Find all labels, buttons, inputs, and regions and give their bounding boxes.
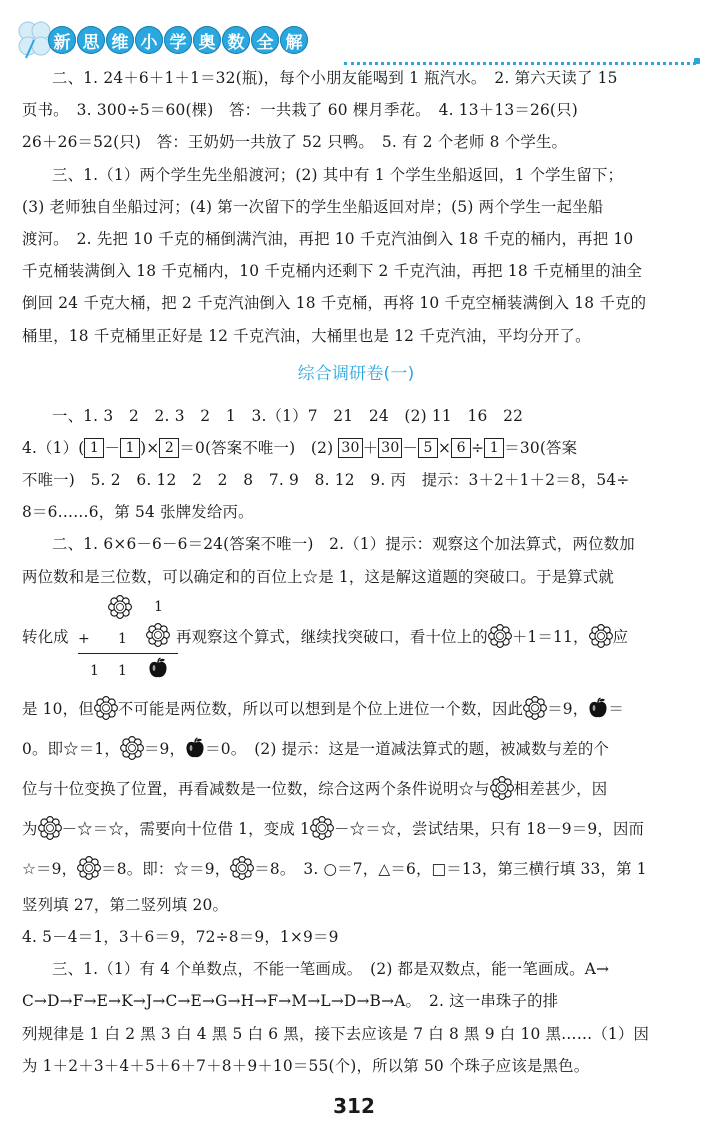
text-line-boxes	[22, 432, 690, 464]
text-line: 26＋26＝52(只) 答：王奶奶一共放了 52 只鸭。 5. 有 2 个老师 8 个学生。	[22, 133, 568, 152]
brand-char: 维	[106, 26, 134, 54]
text-line: 两位数和是三位数，可以确定和的百位上☆是 1，这是解这道题的突破口。于是算式就	[22, 567, 614, 586]
flower-icon	[38, 816, 62, 840]
book-header	[14, 18, 694, 62]
brand-char: 思	[77, 26, 105, 54]
text-fragment: )×	[140, 438, 160, 457]
flower-icon	[77, 856, 101, 880]
brand-char: 解	[280, 26, 308, 54]
brand-char: 奥	[193, 26, 221, 54]
text-fragment: ＝8。 3. ○＝7，△＝6，□＝13，第三横行填 33，第 1	[254, 859, 647, 878]
answer-box: 6	[451, 438, 471, 458]
text-fragment: ＝8。即：☆＝9，	[101, 859, 231, 878]
section-previous-answers	[22, 62, 690, 352]
text-line: 渡河。 2. 先把 10 千克的桶倒满汽油，再把 10 千克汽油倒入 18 千克的桶内，再把 10	[22, 229, 634, 248]
brand-char: 新	[48, 26, 76, 54]
plus-sign: +	[78, 630, 90, 647]
digit: 1	[154, 598, 164, 615]
text-line	[22, 849, 690, 889]
text-fragment: 为	[22, 819, 38, 838]
header-divider-end	[694, 58, 700, 64]
text-fragment: 应	[612, 627, 629, 646]
digit: 1	[118, 630, 128, 647]
answer-box: 5	[418, 438, 438, 458]
text-fragment: ＝0。 (2) 提示：这是一道减法算式的题，被减数与差的个	[205, 739, 610, 758]
text-line: 千克桶装满倒入 18 千克桶内，10 千克桶内还剩下 2 千克汽油，再把 18 千克桶里的油全	[22, 262, 643, 281]
text-fragment: 4.（1）(	[22, 438, 85, 457]
text-line: 二、1. 24＋6＋1＋1＝32(瓶)，每个小朋友能喝到 1 瓶汽水。 2. 第六天读了 15	[52, 69, 618, 87]
text-fragment: ＝30(答案	[504, 438, 578, 457]
text-fragment: ＝9，	[143, 739, 186, 758]
text-fragment: 位与十位变换了位置，再看减数是一位数，综合这两个条件说明☆与	[22, 779, 490, 798]
flower-icon	[120, 736, 144, 760]
sum-line	[78, 653, 178, 654]
text-line: 桶里，18 千克桶里正好是 12 千克汽油，大桶里也是 12 千克汽油，平均分开了。	[22, 326, 591, 345]
text-line: 三、1.（1）两个学生先坐船渡河；(2) 其中有 1 个学生坐船返回，1 个学生留下；	[52, 165, 624, 184]
text-fragment: ＝9，	[547, 699, 589, 718]
answer-box: 2	[159, 438, 179, 458]
flower-icon	[230, 856, 254, 880]
brand-char: 学	[164, 26, 192, 54]
text-line	[22, 809, 690, 849]
text-line: 页书。 3. 300÷5＝60(棵) 答：一共栽了 60 棵月季花。 4. 13＋13＝26(只)	[22, 101, 578, 120]
brand-char: 数	[222, 26, 250, 54]
text-line: 4. 5－4＝1，3＋6＝9，72÷8＝9，1×9＝9	[22, 928, 339, 946]
flower-icon	[146, 623, 170, 647]
text-fragment: ×	[438, 438, 452, 457]
text-line: 竖列填 27，第二竖列填 20。	[22, 895, 229, 914]
answer-box: 1	[484, 438, 504, 458]
answer-content	[22, 62, 690, 1082]
text-line: 不唯一) 5. 2 6. 12 2 2 8 7. 9 8. 12 9. 丙 提示：3＋2＋1＋2＝8，54÷	[22, 471, 630, 490]
addition-equation-block	[22, 593, 690, 689]
text-fragment: 相差甚少，因	[513, 779, 608, 798]
text-fragment: －☆＝☆，尝试结果，只有 18－9＝9，因而	[334, 819, 645, 838]
text-line: 8＝6……6，第 54 张牌发给丙。	[22, 503, 254, 522]
text-fragment: ＋1＝11，	[511, 627, 589, 646]
text-line	[22, 769, 690, 809]
answer-box: 1	[120, 438, 140, 458]
text-line: C→D→F→E→K→J→C→E→G→H→F→M→L→D→B→A。 2. 这一串珠子的排	[22, 992, 559, 1011]
flower-icon	[523, 696, 547, 720]
flower-icon	[589, 624, 613, 648]
flower-icon	[490, 776, 514, 800]
apple-icon	[148, 657, 168, 679]
answer-box: 30	[378, 438, 402, 458]
text-fragment: 不可能是两位数，所以可以想到是个位上进位一个数，因此	[117, 699, 524, 718]
text-line	[176, 621, 628, 653]
text-fragment: －	[402, 438, 419, 457]
digit: 1	[118, 662, 128, 679]
text-line: 列规律是 1 白 2 黑 3 白 4 黑 5 白 6 黑，接下去应该是 7 白 8 黑 9 白 10 黑……（1）因	[22, 1024, 650, 1043]
answer-box: 30	[338, 438, 362, 458]
apple-icon	[588, 697, 608, 719]
page-number: 312	[333, 1094, 375, 1118]
text-fragment: 转化成	[22, 627, 69, 646]
text-fragment: －	[104, 438, 121, 457]
flower-icon	[310, 816, 334, 840]
text-line	[22, 729, 690, 769]
text-line: 三、1.（1）有 4 个单数点，不能一笔画成。 (2) 都是双数点，能一笔画成。A→	[52, 960, 610, 979]
book-series-title	[48, 26, 308, 54]
text-fragment: ☆＝9，	[22, 859, 78, 878]
flower-icon	[108, 595, 132, 619]
text-line: (3) 老师独自坐船过河；(4) 第一次留下的学生坐船返回对岸；(5) 两个学生一起坐船	[22, 197, 604, 216]
flower-icon	[94, 696, 118, 720]
brand-char: 小	[135, 26, 163, 54]
text-fragment: ÷	[471, 438, 485, 457]
text-line: 为 1＋2＋3＋4＋5＋6＋7＋8＋9＋10＝55(个)，所以第 50 个珠子应该是黑色。	[22, 1056, 590, 1075]
text-fragment: ＝0(答案不唯一) (2)	[179, 438, 334, 457]
text-fragment: ＋	[362, 438, 379, 457]
vertical-addition	[78, 593, 178, 689]
text-line: 一、1. 3 2 2. 3 2 1 3.（1）7 21 24 (2) 11 16 22	[52, 406, 524, 425]
text-fragment: 再观察这个算式，继续找突破口，看十位上的	[176, 627, 488, 646]
digit: 1	[90, 662, 100, 679]
section-title: 综合调研卷(一)	[297, 363, 415, 384]
text-fragment: ＝	[608, 699, 624, 718]
text-fragment: 是 10，但	[22, 699, 94, 718]
text-line	[22, 689, 690, 729]
text-line: 倒回 24 千克大桶，把 2 千克汽油倒入 18 千克桶，再将 10 千克空桶装满倒入 18 千克的	[22, 294, 647, 313]
flower-icon	[488, 624, 512, 648]
text-line: 二、1. 6×6－6－6＝24(答案不唯一) 2.（1）提示：观察这个加法算式，两位数加	[52, 535, 635, 554]
apple-icon	[185, 737, 205, 759]
text-fragment: 0。即☆＝1，	[22, 739, 120, 758]
brand-char: 全	[251, 26, 279, 54]
answer-box: 1	[84, 438, 104, 458]
text-fragment: －☆＝☆，需要向十位借 1，变成 1	[61, 819, 311, 838]
